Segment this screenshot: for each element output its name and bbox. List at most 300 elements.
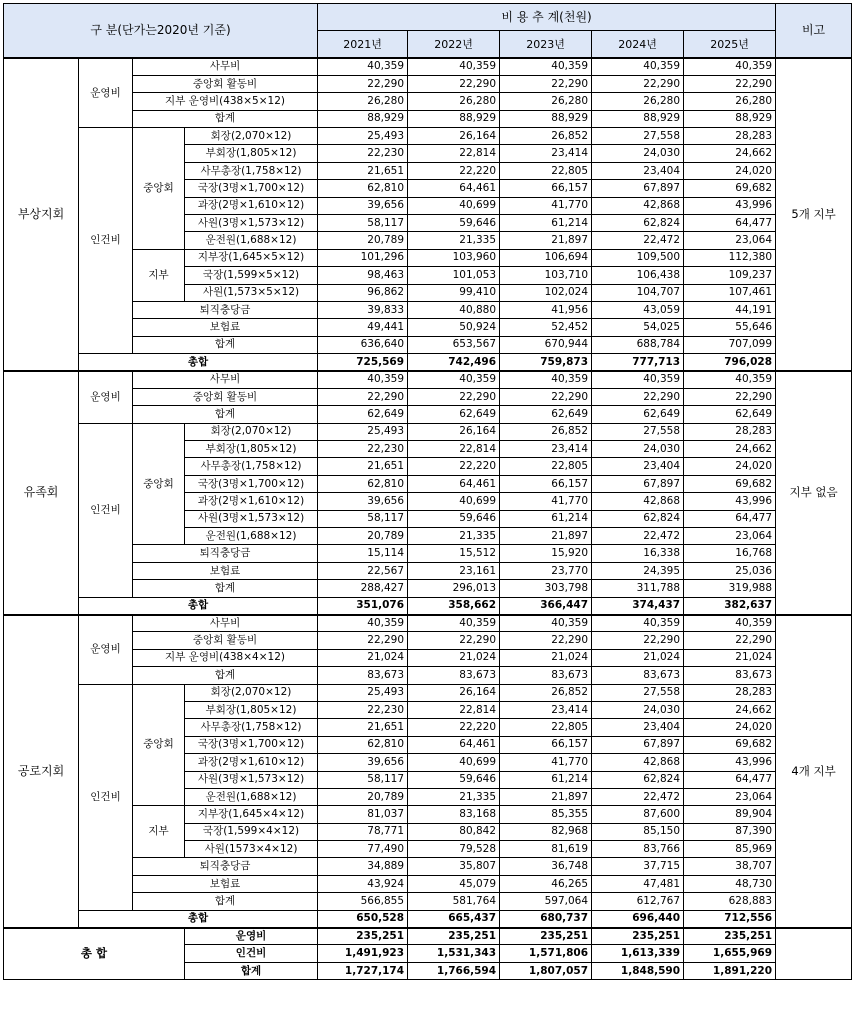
value-cell: 16,338 (592, 545, 684, 562)
value-cell: 40,699 (408, 493, 500, 510)
value-cell: 88,929 (500, 110, 592, 127)
value-cell: 101,053 (408, 267, 500, 284)
value-cell: 89,904 (684, 806, 776, 823)
value-cell: 22,290 (408, 632, 500, 649)
value-cell: 612,767 (592, 893, 684, 910)
value-cell: 235,251 (684, 928, 776, 945)
item-label: 지부장(1,645×4×12) (185, 806, 318, 823)
value-cell: 69,682 (684, 475, 776, 492)
value-cell: 366,447 (500, 597, 592, 614)
section-note: 5개 지부 (776, 58, 852, 371)
value-cell: 62,649 (500, 406, 592, 423)
value-cell: 43,924 (318, 875, 408, 892)
item-label: 퇴직충당금 (133, 858, 318, 875)
value-cell: 106,438 (592, 267, 684, 284)
table-row (4, 928, 852, 945)
value-cell: 21,024 (318, 649, 408, 666)
value-cell: 43,996 (684, 197, 776, 214)
value-cell: 83,673 (684, 667, 776, 684)
value-cell: 25,493 (318, 423, 408, 440)
value-cell: 759,873 (500, 354, 592, 371)
value-cell: 311,788 (592, 580, 684, 597)
value-cell: 22,290 (500, 75, 592, 92)
item-label: 합계 (133, 580, 318, 597)
value-cell: 26,852 (500, 128, 592, 145)
value-cell: 99,410 (408, 284, 500, 301)
value-cell: 688,784 (592, 336, 684, 353)
value-cell: 21,897 (500, 528, 592, 545)
value-cell: 61,214 (500, 771, 592, 788)
value-cell: 796,028 (684, 354, 776, 371)
section-total-label: 총합 (79, 354, 318, 371)
value-cell: 64,461 (408, 736, 500, 753)
value-cell: 42,868 (592, 493, 684, 510)
value-cell: 22,290 (318, 75, 408, 92)
subgroup-label: 중앙회 (133, 684, 185, 806)
value-cell: 62,824 (592, 510, 684, 527)
value-cell: 64,461 (408, 180, 500, 197)
value-cell: 41,770 (500, 493, 592, 510)
item-label: 부회장(1,805×12) (185, 145, 318, 162)
section-note: 4개 지부 (776, 615, 852, 928)
item-label: 지부 운영비(438×5×12) (133, 93, 318, 110)
value-cell: 21,024 (592, 649, 684, 666)
table-row (4, 128, 852, 145)
value-cell: 21,651 (318, 719, 408, 736)
value-cell: 64,477 (684, 510, 776, 527)
table-body (4, 58, 852, 980)
value-cell: 52,452 (500, 319, 592, 336)
value-cell: 50,924 (408, 319, 500, 336)
value-cell: 235,251 (318, 928, 408, 945)
value-cell: 40,359 (684, 615, 776, 632)
value-cell: 83,766 (592, 841, 684, 858)
value-cell: 34,889 (318, 858, 408, 875)
value-cell: 23,404 (592, 162, 684, 179)
item-label: 국장(1,599×4×12) (185, 823, 318, 840)
value-cell: 40,359 (684, 58, 776, 75)
section-name: 부상지회 (4, 58, 79, 371)
item-label: 중앙회 활동비 (133, 388, 318, 405)
item-label: 사무총장(1,758×12) (185, 162, 318, 179)
value-cell: 62,824 (592, 215, 684, 232)
value-cell: 25,493 (318, 128, 408, 145)
value-cell: 107,461 (684, 284, 776, 301)
value-cell: 235,251 (592, 928, 684, 945)
value-cell: 35,807 (408, 858, 500, 875)
value-cell: 44,191 (684, 301, 776, 318)
value-cell: 26,852 (500, 423, 592, 440)
item-label: 과장(2명×1,610×12) (185, 754, 318, 771)
subgroup-label: 중앙회 (133, 423, 185, 545)
value-cell: 22,290 (592, 388, 684, 405)
item-label: 국장(3명×1,700×12) (185, 475, 318, 492)
value-cell: 80,842 (408, 823, 500, 840)
table-row (4, 597, 852, 614)
value-cell: 88,929 (408, 110, 500, 127)
value-cell: 26,280 (408, 93, 500, 110)
group-label: 인건비 (79, 128, 133, 354)
item-label: 사무비 (133, 615, 318, 632)
value-cell: 96,862 (318, 284, 408, 301)
item-label: 운전원(1,688×12) (185, 788, 318, 805)
value-cell: 40,359 (500, 371, 592, 388)
value-cell: 104,707 (592, 284, 684, 301)
value-cell: 15,114 (318, 545, 408, 562)
subgroup-label: 중앙회 (133, 128, 185, 250)
value-cell: 22,805 (500, 719, 592, 736)
grand-total-row-label: 운영비 (185, 928, 318, 945)
group-label: 운영비 (79, 371, 133, 423)
value-cell: 1,807,057 (500, 962, 592, 979)
header-cost-total: 비 용 추 계(천원) (318, 4, 776, 31)
value-cell: 47,481 (592, 875, 684, 892)
value-cell: 23,064 (684, 788, 776, 805)
value-cell: 650,528 (318, 910, 408, 927)
value-cell: 23,064 (684, 528, 776, 545)
table-row (4, 371, 852, 388)
value-cell: 22,220 (408, 162, 500, 179)
subgroup-label: 지부 (133, 806, 185, 858)
value-cell: 22,290 (684, 632, 776, 649)
item-label: 사무총장(1,758×12) (185, 719, 318, 736)
value-cell: 106,694 (500, 249, 592, 266)
item-label: 합계 (133, 667, 318, 684)
value-cell: 21,024 (684, 649, 776, 666)
item-label: 운전원(1,688×12) (185, 528, 318, 545)
value-cell: 653,567 (408, 336, 500, 353)
value-cell: 22,472 (592, 788, 684, 805)
value-cell: 1,571,806 (500, 945, 592, 962)
value-cell: 36,748 (500, 858, 592, 875)
value-cell: 62,810 (318, 736, 408, 753)
item-label: 사무비 (133, 58, 318, 75)
value-cell: 41,770 (500, 197, 592, 214)
item-label: 합계 (133, 110, 318, 127)
value-cell: 40,699 (408, 197, 500, 214)
value-cell: 21,335 (408, 528, 500, 545)
item-label: 부회장(1,805×12) (185, 701, 318, 718)
value-cell: 85,150 (592, 823, 684, 840)
group-label: 운영비 (79, 615, 133, 685)
value-cell: 26,280 (500, 93, 592, 110)
value-cell: 22,805 (500, 458, 592, 475)
item-label: 사원(1573×4×12) (185, 841, 318, 858)
value-cell: 712,556 (684, 910, 776, 927)
item-label: 회장(2,070×12) (185, 423, 318, 440)
value-cell: 636,640 (318, 336, 408, 353)
item-label: 사원(3명×1,573×12) (185, 215, 318, 232)
value-cell: 64,461 (408, 475, 500, 492)
value-cell: 24,662 (684, 145, 776, 162)
value-cell: 22,472 (592, 232, 684, 249)
value-cell: 22,290 (408, 388, 500, 405)
value-cell: 24,020 (684, 458, 776, 475)
value-cell: 23,414 (500, 441, 592, 458)
item-label: 사원(3명×1,573×12) (185, 510, 318, 527)
value-cell: 40,359 (592, 58, 684, 75)
value-cell: 21,897 (500, 788, 592, 805)
value-cell: 1,655,969 (684, 945, 776, 962)
item-label: 부회장(1,805×12) (185, 441, 318, 458)
value-cell: 777,713 (592, 354, 684, 371)
value-cell: 235,251 (500, 928, 592, 945)
item-label: 퇴직충당금 (133, 301, 318, 318)
value-cell: 83,673 (408, 667, 500, 684)
value-cell: 40,359 (408, 615, 500, 632)
value-cell: 40,359 (684, 371, 776, 388)
value-cell: 40,359 (500, 58, 592, 75)
value-cell: 40,880 (408, 301, 500, 318)
value-cell: 109,500 (592, 249, 684, 266)
value-cell: 87,390 (684, 823, 776, 840)
cost-estimate-table-wrapper (3, 3, 851, 1018)
table-row (4, 684, 852, 701)
item-label: 회장(2,070×12) (185, 128, 318, 145)
value-cell: 59,646 (408, 215, 500, 232)
value-cell: 24,020 (684, 719, 776, 736)
item-label: 회장(2,070×12) (185, 684, 318, 701)
value-cell: 83,673 (318, 667, 408, 684)
value-cell: 62,649 (684, 406, 776, 423)
table-row (4, 354, 852, 371)
value-cell: 45,079 (408, 875, 500, 892)
value-cell: 22,472 (592, 528, 684, 545)
value-cell: 40,359 (318, 371, 408, 388)
value-cell: 64,477 (684, 771, 776, 788)
value-cell: 22,290 (318, 388, 408, 405)
value-cell: 26,164 (408, 684, 500, 701)
value-cell: 22,220 (408, 719, 500, 736)
value-cell: 24,395 (592, 562, 684, 579)
item-label: 운전원(1,688×12) (185, 232, 318, 249)
value-cell: 21,651 (318, 162, 408, 179)
item-label: 사원(1,573×5×12) (185, 284, 318, 301)
value-cell: 24,020 (684, 162, 776, 179)
value-cell: 24,662 (684, 441, 776, 458)
value-cell: 59,646 (408, 510, 500, 527)
value-cell: 58,117 (318, 771, 408, 788)
value-cell: 21,024 (408, 649, 500, 666)
value-cell: 22,230 (318, 441, 408, 458)
value-cell: 374,437 (592, 597, 684, 614)
item-label: 과장(2명×1,610×12) (185, 493, 318, 510)
value-cell: 102,024 (500, 284, 592, 301)
value-cell: 22,290 (684, 388, 776, 405)
value-cell: 39,656 (318, 197, 408, 214)
value-cell: 69,682 (684, 736, 776, 753)
value-cell: 40,359 (408, 371, 500, 388)
header-year: 2024년 (592, 31, 684, 59)
value-cell: 101,296 (318, 249, 408, 266)
item-label: 보험료 (133, 562, 318, 579)
value-cell: 1,613,339 (592, 945, 684, 962)
cost-estimate-table (3, 3, 852, 980)
value-cell: 40,359 (500, 615, 592, 632)
item-label: 보험료 (133, 875, 318, 892)
value-cell: 103,710 (500, 267, 592, 284)
item-label: 사무비 (133, 371, 318, 388)
value-cell: 26,164 (408, 128, 500, 145)
value-cell: 358,662 (408, 597, 500, 614)
value-cell: 23,404 (592, 719, 684, 736)
value-cell: 88,929 (684, 110, 776, 127)
value-cell: 28,283 (684, 684, 776, 701)
value-cell: 20,789 (318, 232, 408, 249)
value-cell: 15,512 (408, 545, 500, 562)
value-cell: 67,897 (592, 180, 684, 197)
value-cell: 39,656 (318, 493, 408, 510)
grand-total-row-label: 인건비 (185, 945, 318, 962)
value-cell: 81,037 (318, 806, 408, 823)
value-cell: 26,280 (684, 93, 776, 110)
value-cell: 81,619 (500, 841, 592, 858)
value-cell: 27,558 (592, 684, 684, 701)
value-cell: 112,380 (684, 249, 776, 266)
grand-total-note (776, 928, 852, 980)
value-cell: 24,030 (592, 701, 684, 718)
header-year: 2023년 (500, 31, 592, 59)
value-cell: 43,059 (592, 301, 684, 318)
value-cell: 103,960 (408, 249, 500, 266)
value-cell: 62,649 (592, 406, 684, 423)
subgroup-label: 지부 (133, 249, 185, 301)
value-cell: 40,359 (592, 371, 684, 388)
value-cell: 40,359 (592, 615, 684, 632)
value-cell: 37,715 (592, 858, 684, 875)
value-cell: 87,600 (592, 806, 684, 823)
value-cell: 22,567 (318, 562, 408, 579)
value-cell: 25,036 (684, 562, 776, 579)
value-cell: 670,944 (500, 336, 592, 353)
value-cell: 82,968 (500, 823, 592, 840)
value-cell: 1,531,343 (408, 945, 500, 962)
value-cell: 235,251 (408, 928, 500, 945)
value-cell: 27,558 (592, 128, 684, 145)
value-cell: 79,528 (408, 841, 500, 858)
value-cell: 43,996 (684, 493, 776, 510)
value-cell: 1,491,923 (318, 945, 408, 962)
value-cell: 85,355 (500, 806, 592, 823)
item-label: 지부 운영비(438×4×12) (133, 649, 318, 666)
value-cell: 351,076 (318, 597, 408, 614)
value-cell: 24,662 (684, 701, 776, 718)
section-name: 공로지회 (4, 615, 79, 928)
table-row (4, 58, 852, 75)
item-label: 국장(3명×1,700×12) (185, 736, 318, 753)
item-label: 퇴직충당금 (133, 545, 318, 562)
value-cell: 22,290 (408, 75, 500, 92)
value-cell: 23,770 (500, 562, 592, 579)
value-cell: 1,848,590 (592, 962, 684, 979)
value-cell: 597,064 (500, 893, 592, 910)
section-note: 지부 없음 (776, 371, 852, 614)
value-cell: 40,359 (408, 58, 500, 75)
value-cell: 28,283 (684, 128, 776, 145)
group-label: 인건비 (79, 684, 133, 910)
value-cell: 61,214 (500, 215, 592, 232)
value-cell: 39,656 (318, 754, 408, 771)
value-cell: 24,030 (592, 145, 684, 162)
item-label: 합계 (133, 893, 318, 910)
value-cell: 109,237 (684, 267, 776, 284)
value-cell: 40,699 (408, 754, 500, 771)
value-cell: 40,359 (318, 58, 408, 75)
value-cell: 66,157 (500, 180, 592, 197)
value-cell: 23,414 (500, 145, 592, 162)
value-cell: 67,897 (592, 475, 684, 492)
value-cell: 66,157 (500, 475, 592, 492)
value-cell: 83,673 (500, 667, 592, 684)
value-cell: 23,414 (500, 701, 592, 718)
value-cell: 46,265 (500, 875, 592, 892)
value-cell: 581,764 (408, 893, 500, 910)
value-cell: 42,868 (592, 197, 684, 214)
value-cell: 21,335 (408, 788, 500, 805)
value-cell: 21,897 (500, 232, 592, 249)
value-cell: 78,771 (318, 823, 408, 840)
value-cell: 725,569 (318, 354, 408, 371)
value-cell: 303,798 (500, 580, 592, 597)
group-label: 인건비 (79, 423, 133, 597)
value-cell: 22,805 (500, 162, 592, 179)
value-cell: 77,490 (318, 841, 408, 858)
grand-total-row-label: 합계 (185, 962, 318, 979)
value-cell: 42,868 (592, 754, 684, 771)
value-cell: 62,810 (318, 475, 408, 492)
header-year: 2022년 (408, 31, 500, 59)
value-cell: 566,855 (318, 893, 408, 910)
value-cell: 1,891,220 (684, 962, 776, 979)
value-cell: 742,496 (408, 354, 500, 371)
value-cell: 39,833 (318, 301, 408, 318)
item-label: 중앙회 활동비 (133, 75, 318, 92)
item-label: 사무총장(1,758×12) (185, 458, 318, 475)
value-cell: 22,230 (318, 701, 408, 718)
header-category: 구 분(단가는2020년 기준) (4, 4, 318, 59)
item-label: 지부장(1,645×5×12) (185, 249, 318, 266)
value-cell: 83,673 (592, 667, 684, 684)
value-cell: 26,164 (408, 423, 500, 440)
value-cell: 64,477 (684, 215, 776, 232)
section-name: 유족회 (4, 371, 79, 614)
value-cell: 21,335 (408, 232, 500, 249)
value-cell: 59,646 (408, 771, 500, 788)
value-cell: 58,117 (318, 510, 408, 527)
item-label: 합계 (133, 406, 318, 423)
table-row (4, 910, 852, 927)
value-cell: 27,558 (592, 423, 684, 440)
value-cell: 665,437 (408, 910, 500, 927)
value-cell: 21,024 (500, 649, 592, 666)
section-total-label: 총합 (79, 597, 318, 614)
value-cell: 22,290 (500, 388, 592, 405)
value-cell: 20,789 (318, 788, 408, 805)
value-cell: 22,814 (408, 701, 500, 718)
header-year: 2021년 (318, 31, 408, 59)
value-cell: 62,649 (318, 406, 408, 423)
value-cell: 20,789 (318, 528, 408, 545)
value-cell: 55,646 (684, 319, 776, 336)
value-cell: 16,768 (684, 545, 776, 562)
value-cell: 69,682 (684, 180, 776, 197)
value-cell: 22,290 (592, 75, 684, 92)
value-cell: 48,730 (684, 875, 776, 892)
value-cell: 22,290 (500, 632, 592, 649)
item-label: 중앙회 활동비 (133, 632, 318, 649)
value-cell: 88,929 (592, 110, 684, 127)
value-cell: 1,766,594 (408, 962, 500, 979)
